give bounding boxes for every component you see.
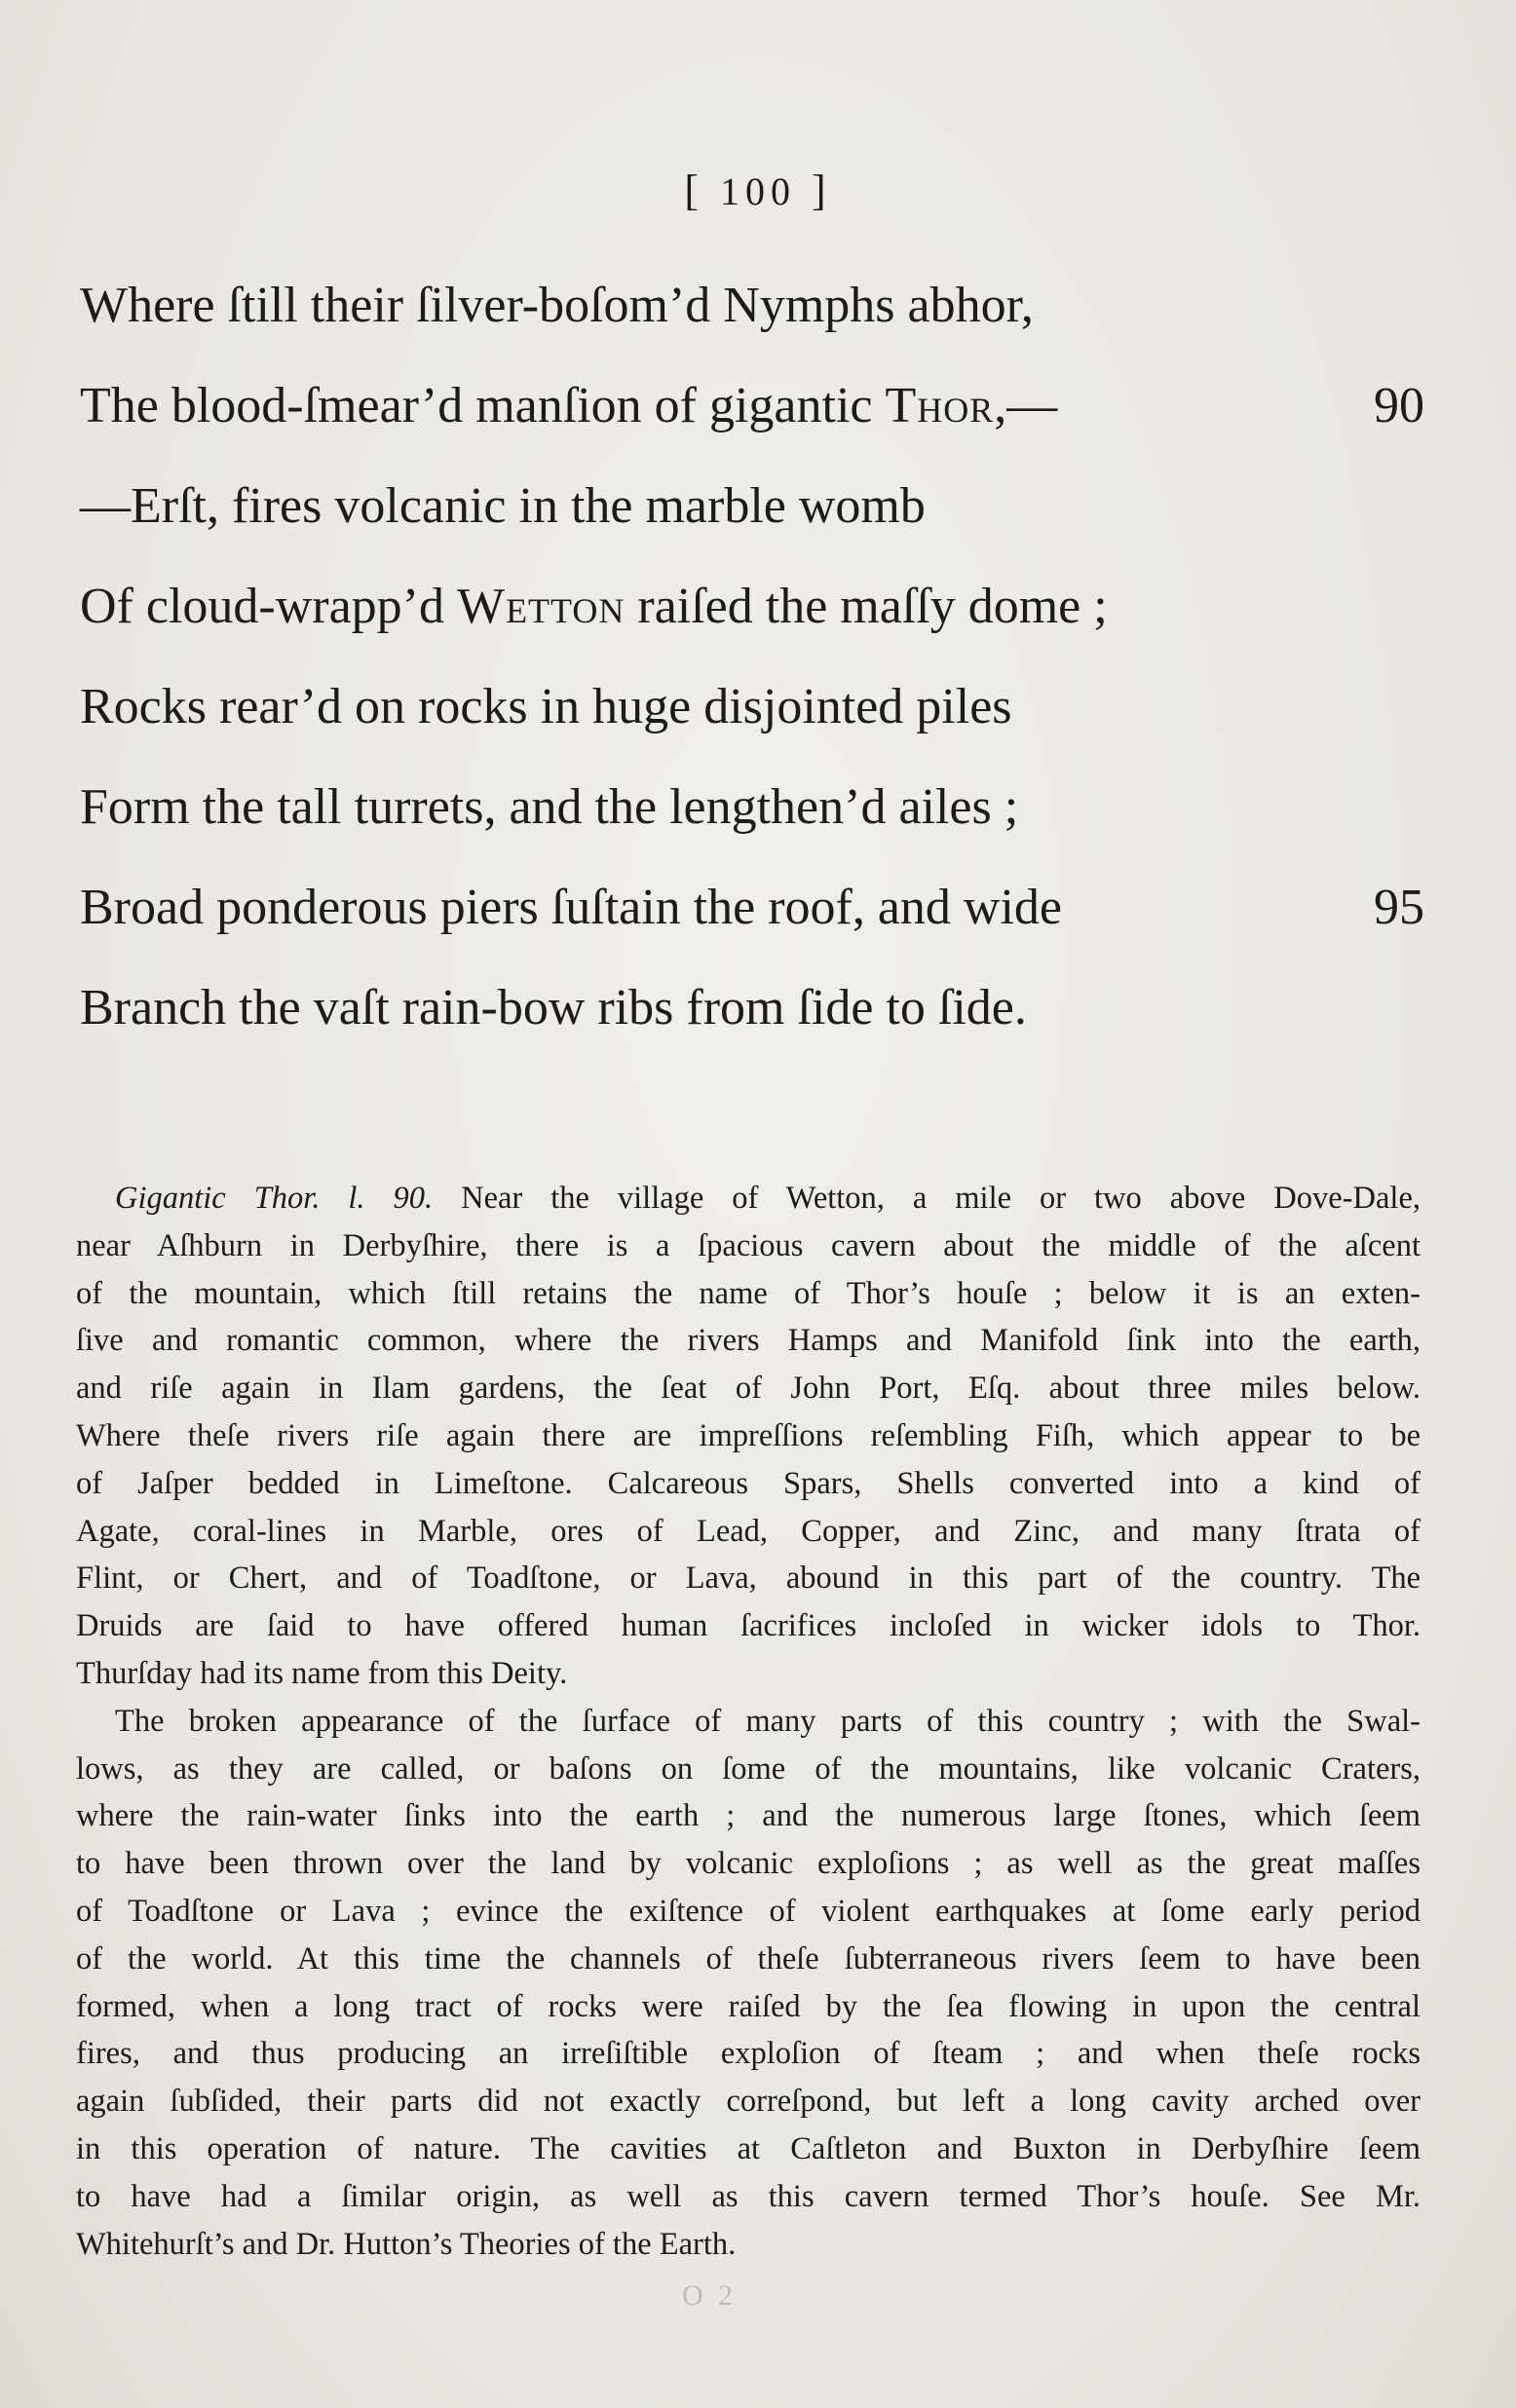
poem-line [80,657,1424,757]
poem-line-text: Branch the vaſt rain-bow ribs from ſide to ſide. [80,980,1027,1035]
footnotes [76,1175,1421,2268]
poem-line-text: Rocks rear’d on rocks in huge disjointed piles [80,679,1012,734]
note-line: Flint, or Chert, and of Toadſtone, or Lava, abound in this part of the country. The [76,1561,1421,1597]
poem-line [80,857,1424,958]
bracket-open: [ [684,167,704,214]
line-number: 95 [1374,880,1424,935]
poem-line-text: The blood-ſmear’d manſion of gigantic [80,378,886,433]
note-line: where the rain-water ſinks into the earth ; and the numerous large ſtones, which ſeem [76,1798,1421,1834]
signature-mark: O 2 [682,2279,738,2312]
note-line: of the mountain, which ſtill retains the name of Thor’s houſe ; below it is an exten- [76,1275,1421,1311]
note-line: of Toadſtone or Lava ; evince the exiſtence of violent earthquakes at ſome early period [76,1893,1421,1929]
note-line: formed, when a long tract of rocks were raiſed by the ſea flowing in upon the central [76,1988,1421,2024]
note-line: and riſe again in Ilam gardens, the ſeat of John Port, Eſq. about three miles below. [76,1371,1421,1407]
poem-line-text: —Erſt, fires volcanic in the marble womb [80,478,926,534]
note-line: ſive and romantic common, where the rivers Hamps and Manifold ſink into the earth, [76,1323,1421,1359]
note-line: Thurſday had its name from this Deity. [76,1655,568,1691]
poem-line [80,356,1424,456]
poem-line [80,958,1424,1058]
poem-line-text-end: ,— [994,378,1058,433]
note-line: fires, and thus producing an irreſiſtible exploſion of ſteam ; and when theſe rocks [76,2036,1421,2072]
poem-line-text: Where ſtill their ſilver-boſom’d Nymphs abhor, [80,278,1034,333]
bracket-close: ] [812,167,832,214]
poem-line [80,255,1424,356]
note-line: Whitehurſt’s and Dr. Hutton’s Theories of the Earth. [76,2226,737,2262]
note-line: of Jaſper bedded in Limeſtone. Calcareous Spars, Shells converted into a kind of [76,1465,1421,1501]
poem-line-text-end: raiſed the maſſy dome ; [625,579,1108,634]
poem-stanza [80,255,1424,1058]
note-line: near Aſhburn in Derbyſhire, there is a ſpacious cavern about the middle of the aſcent [76,1227,1421,1263]
page-number: 100 [720,169,796,213]
poem-line-text: Of cloud-wrapp’d [80,579,457,634]
poem-line-text: Broad ponderous piers ſuſtain the roof, and wide [80,880,1062,935]
line-number: 90 [1374,378,1424,433]
note-line: lows, as they are called, or baſons on ſome of the mountains, like volcanic Craters, [76,1750,1421,1787]
note-reference: Gigantic Thor. l. 90. [115,1181,434,1216]
note-line: Where theſe rivers riſe again there are impreſſions reſembling Fiſh, which appear to be [76,1417,1421,1453]
note-line: The broken appearance of the ſurface of many parts of this country ; with the Swal- [115,1703,1421,1739]
note-line: again ſubſided, their parts did not exactly correſpond, but left a long cavity arched over [76,2084,1421,2120]
note-line [76,1175,1421,1223]
note-line: to have had a ſimilar origin, as well as this cavern termed Thor’s houſe. See Mr. [76,2178,1421,2214]
poem-line [80,556,1424,657]
page-number-header [0,166,1516,215]
note-line: Agate, coral-lines in Marble, ores of Lead, Copper, and Zinc, and many ſtrata of [76,1513,1421,1549]
poem-line-smallcaps: Wetton [456,579,625,634]
note-line: to have been thrown over the land by volcanic exploſions ; as well as the great maſſes [76,1846,1421,1882]
note-line: of the world. At this time the channels of theſe ſubterraneous rivers ſeem to have been [76,1940,1421,1976]
poem-line-smallcaps: Thor [885,378,995,433]
note-line-text: Near the village of Wetton, a mile or two above Dove-Dale, [461,1181,1421,1216]
poem-line [80,757,1424,857]
note-line: in this operation of nature. The cavities at Caſtleton and Buxton in Derbyſhire ſeem [76,2130,1421,2166]
poem-line [80,456,1424,556]
note-line: Druids are ſaid to have offered human ſacrifices incloſed in wicker idols to Thor. [76,1608,1421,1644]
poem-line-text: Form the tall turrets, and the lengthen’d ailes ; [80,779,1019,835]
